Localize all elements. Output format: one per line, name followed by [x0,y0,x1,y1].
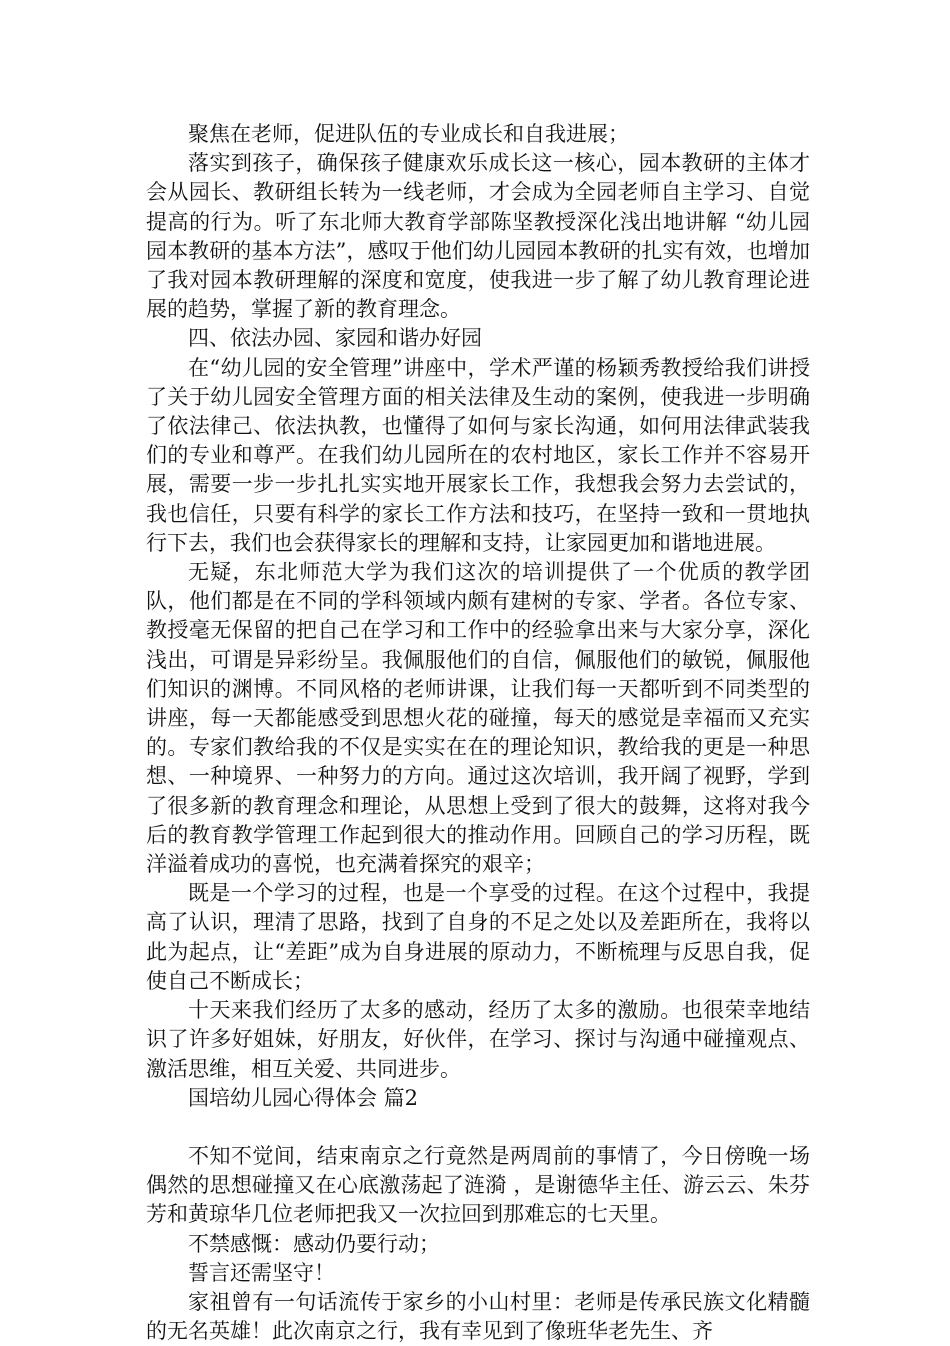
paragraph: 誓言还需坚守！ [188,1260,335,1285]
paragraph: 无疑，东北师范大学为我们这次的培训提供了一个优质的教学团队，他们都是在不同的学科领域内颇有建树的专家、学者。各位专家、教授毫无保留的把自己在学习和工作中的经验拿出来与大家分享，深化浅出，可谓是异彩纷呈。我佩服他们的自信，佩服他们的敏锐，佩服他们知识的渊博。不同风格的老师讲课，让我们每一天都听到不同类型的讲座，每一天都能感受到思想火花的碰撞，每天的感觉是幸福而又充实的。专家们教给我的不仅是实实在在的理论知识，教给我的更是一种思想、一种境界、一种努力的方向。通过这次培训，我开阔了视野，学到了很多新的教育理念和理论，从思想上受到了很大的鼓舞，这将对我今后的教育教学管理工作起到很大的推动作用。回顾自己的学习历程，既洋溢着成功的喜悦，也充满着探究的艰辛； [146,560,810,877]
article-title: 国培幼儿园心得体会 篇2 [188,1085,419,1110]
paragraph: 聚焦在老师，促进队伍的专业成长和自我进展； [188,122,629,146]
paragraph: 落实到孩子，确保孩子健康欢乐成长这一核心，园本教研的主体才会从园长、教研组长转为一线老师，才会成为全园老师自主学习、自觉提高的行为。听了东北师大教育学部陈坚教授深化浅出地讲解 “幼儿园园本教研的基本方法”，感叹于他们幼儿园园本教研的扎实有效，也增加了我对园本教研理解的深度和宽度，使我进一步了解了幼儿教育理论进展的趋势，掌握了新的教育理念。 [146,151,810,322]
section-heading: 四、依法办园、家园和谐办好园 [188,326,482,351]
paragraph: 在“幼儿园的安全管理”讲座中，学术严谨的杨颖秀教授给我们讲授了关于幼儿园安全管理方面的相关法律及生动的案例，使我进一步明确了依法律己、依法执教，也懂得了如何与家长沟通，如何用法律武装我们的专业和尊严。在我们幼儿园所在的农村地区，家长工作并不容易开展，需要一步一步扎扎实实地开展家长工作，我想我会努力去尝试的，我也信任，只要有科学的家长工作方法和技巧，在坚持一致和一贯地执行下去，我们也会获得家长的理解和支持，让家园更加和谐地进展。 [146,355,810,555]
paragraph: 家祖曾有一句话流传于家乡的小山村里：老师是传承民族文化精髓的无名英雄！此次南京之行，我有幸见到了像班华老先生、齐 [146,1289,810,1344]
document-body [146,120,810,1346]
paragraph: 十天来我们经历了太多的感动，经历了太多的激励。也很荣幸地结识了许多好姐妹，好朋友，好伙伴，在学习、探讨与沟通中碰撞观点、激活思维，相互关爱、共同进步。 [146,998,810,1081]
paragraph: 不知不觉间，结束南京之行竟然是两周前的事情了，今日傍晚一场偶然的思想碰撞又在心底激荡起了涟漪 ，是谢德华主任、游云云、朱芬芳和黄琼华几位老师把我又一次拉回到那难忘的七天里。 [146,1143,810,1227]
paragraph: 既是一个学习的过程，也是一个享受的过程。在这个过程中，我提高了认识，理清了思路，找到了自身的不足之处以及差距所在，我将以此为起点，让“差距”成为自身进展的原动力，不断梳理与反思自我，促使自己不断成长； [146,881,810,993]
paragraph: 不禁感慨：感动仍要行动； [188,1231,440,1256]
